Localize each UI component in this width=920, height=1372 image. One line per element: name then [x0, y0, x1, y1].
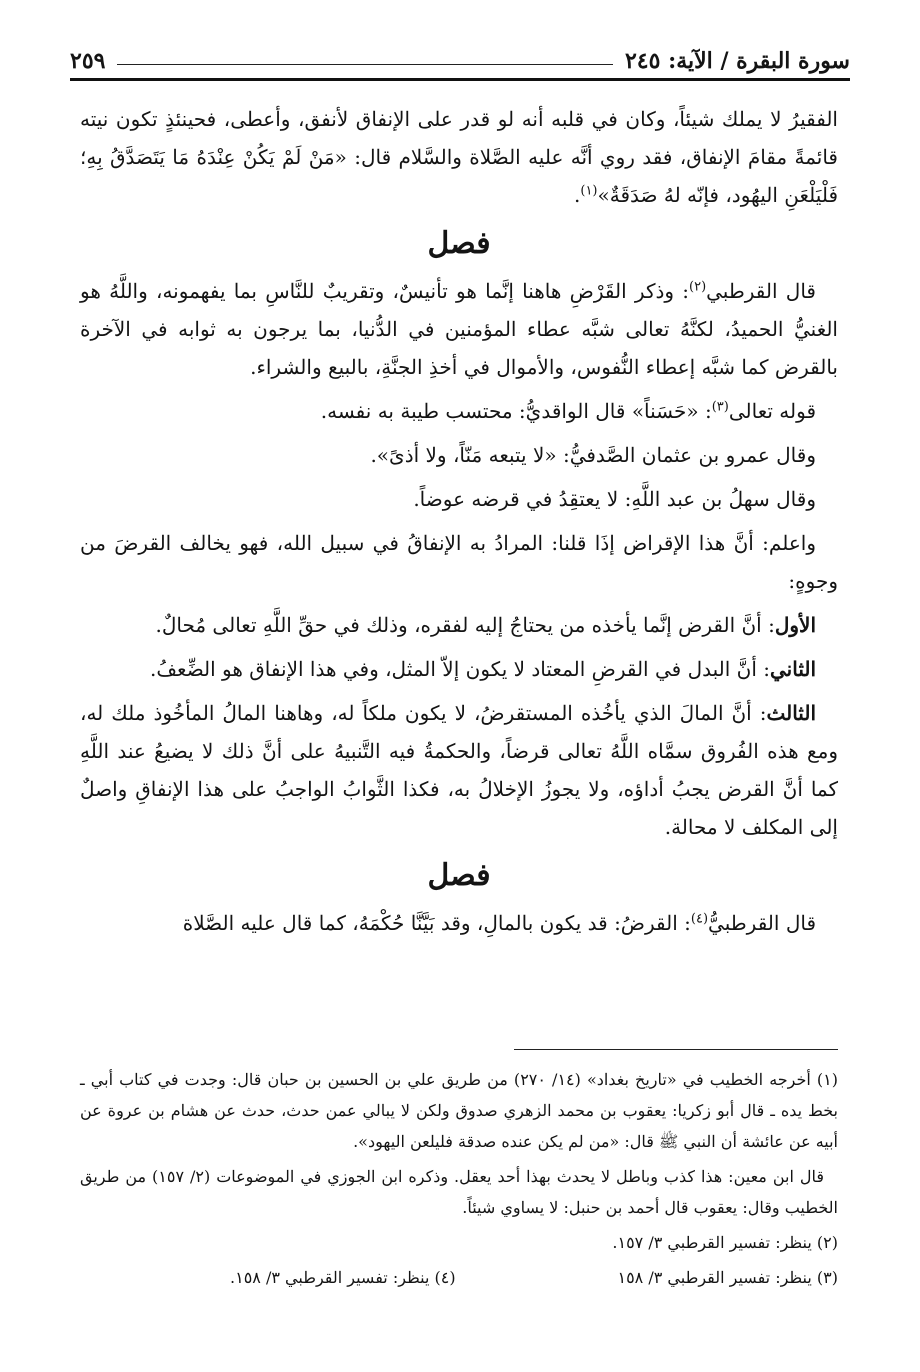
footnote-1: (١) أخرجه الخطيب في «تاريخ بغداد» (١٤/ ٢٧٠) من طريق علي بن الحسين بن حبان قال: وجدت في كتاب أبي ـ بخط يده ـ قال أبو زكريا: يعقوب بن محمد الزهري صدوق ولكن لا يبالي عمن حدث، حدث عن هشام بن عروة عن أبيه عن عائشة أن النبي ﷺ قال: «من لم يكن عنده صدقة فليلعن اليهود».	[80, 1070, 839, 1151]
header-rule	[70, 78, 850, 81]
paragraph-6: واعلم: أنَّ هذا الإقراض إذَا قلنا: المرادُ به الإنفاقُ في سبيل الله، فهو يخالف القرضَ من وجوهٍ:	[80, 531, 838, 593]
paragraph-5: وقال سهلُ بن عبد اللَّهِ: لا يعتقِدُ في قرضه عوضاً.	[413, 487, 816, 511]
paragraph-3: قوله تعالى$^{(٣)}$: «حَسَناً» قال الواقديُّ: محتسب طيبة به نفسه.	[320, 399, 816, 423]
paragraph-first-point: الأول: أنَّ القرض إنَّما يأخذه من يحتاجُ إليه لفقره، وذلك في حقِّ اللَّهِ تعالى مُحالٌ.	[155, 613, 816, 637]
footnote-row-3-4	[80, 1262, 838, 1293]
footnote-ref-1: (١)	[580, 183, 598, 199]
paragraph-second-point: الثاني: أنَّ البدل في القرضِ المعتاد لا يكون إلاّ المثل، وفي هذا الإنفاق هو الضِّعفُ.	[149, 657, 816, 681]
section-heading-1: فصل	[427, 226, 491, 261]
footnotes	[80, 1064, 838, 1293]
footnote-2: (٢) ينظر: تفسير القرطبي ٣/ ١٥٧.	[612, 1233, 838, 1252]
paragraph-4: وقال عمرو بن عثمان الصَّدفيُّ: «لا يتبعه مَنّاً، ولا أذىً».	[370, 443, 816, 467]
point-label-second: الثاني	[769, 657, 816, 681]
point-label-first: الأول	[774, 613, 816, 637]
section-heading-2: فصل	[427, 858, 491, 893]
point-label-third: الثالث	[766, 701, 816, 725]
paragraph-10: قال القرطبيُّ$^{(٤)}$: القرضُ: قد يكون بالمالِ، وقد بَيَّنَّا حُكْمَهُ، كما قال عليه الصَّلاة	[182, 911, 816, 935]
footnote-ref-3: (٣)	[711, 399, 729, 415]
footnote-ref-4: (٤)	[690, 911, 709, 927]
surah-ayah-title: سورة البقرة / الآية: ٢٤٥	[624, 48, 850, 74]
running-head	[70, 38, 850, 74]
page-number: ٢٥٩	[70, 48, 106, 74]
footnote-3: (٣) ينظر: تفسير القرطبي ٣/ ١٥٨	[617, 1268, 838, 1287]
paragraph-third-point: الثالث: أنَّ المالَ الذي يأخُذه المستقرضُ، لا يكون ملكاً له، وهاهنا المالُ المأخُوذ ملك له، ومع هذه الفُروق سمَّاه اللَّهُ تعالى قرضاً، والحكمةُ فيه التَّنبيهُ على أنَّ ذلك لا يضيعُ عند اللَّهِ كما أنَّ القرض يجبُ أداؤه، ولا يجوزُ الإخلالُ به، فكذا الثَّوابُ الواجبُ على هذا الإنفاقِ واصلٌ إلى المكلف لا محالة.	[80, 701, 838, 839]
header-leader-line	[117, 64, 613, 65]
footnote-ref-2: (٢)	[689, 279, 707, 295]
paragraph-1: الفقيرُ لا يملك شيئاً، وكان في قلبه أنه لو قدر على الإنفاق لأنفق، وأعطى، فحينئذٍ تكون نيته قائمةً مقامَ الإنفاق، فقد روي أنَّه عليه الصَّلاة والسَّلام قال: «مَنْ لَمْ يَكُنْ عِنْدَهُ مَا يَتَصَدَّقُ بِهِ؛ فَلْيَلْعَنِ اليهُود، فإنّه لهُ صَدَقَةٌ»$^{(١)}$.	[80, 107, 838, 207]
main-text	[80, 100, 838, 948]
footnote-1-continued: قال ابن معين: هذا كذب وباطل لا يحدث بهذا أحد يعقل. وذكره ابن الجوزي في الموضوعات (٢/ ١٥٧) من طريق الخطيب وقال: يعقوب قال أحمد بن حنبل: لا يساوي شيئاً.	[80, 1167, 838, 1217]
paragraph-2: قال القرطبي$^{(٢)}$: وذكر القَرْضِ هاهنا إنَّما هو تأنيسٌ، وتقريبٌ للنَّاسِ بما يفهمونه، واللَّهُ هو الغنيُّ الحميدُ، لكنَّهُ تعالى شبَّه عطاء المؤمنين في الدُّنيا، بما يرجون به ثوابه في الآخرة بالقرض كما شبَّه إعطاء النُّفوس، والأموال في أخذِ الجنَّةِ، بالبيع والشراء.	[80, 279, 838, 379]
footnote-separator	[514, 1049, 838, 1050]
footnote-4: (٤) ينظر: تفسير القرطبي ٣/ ١٥٨.	[230, 1268, 456, 1287]
